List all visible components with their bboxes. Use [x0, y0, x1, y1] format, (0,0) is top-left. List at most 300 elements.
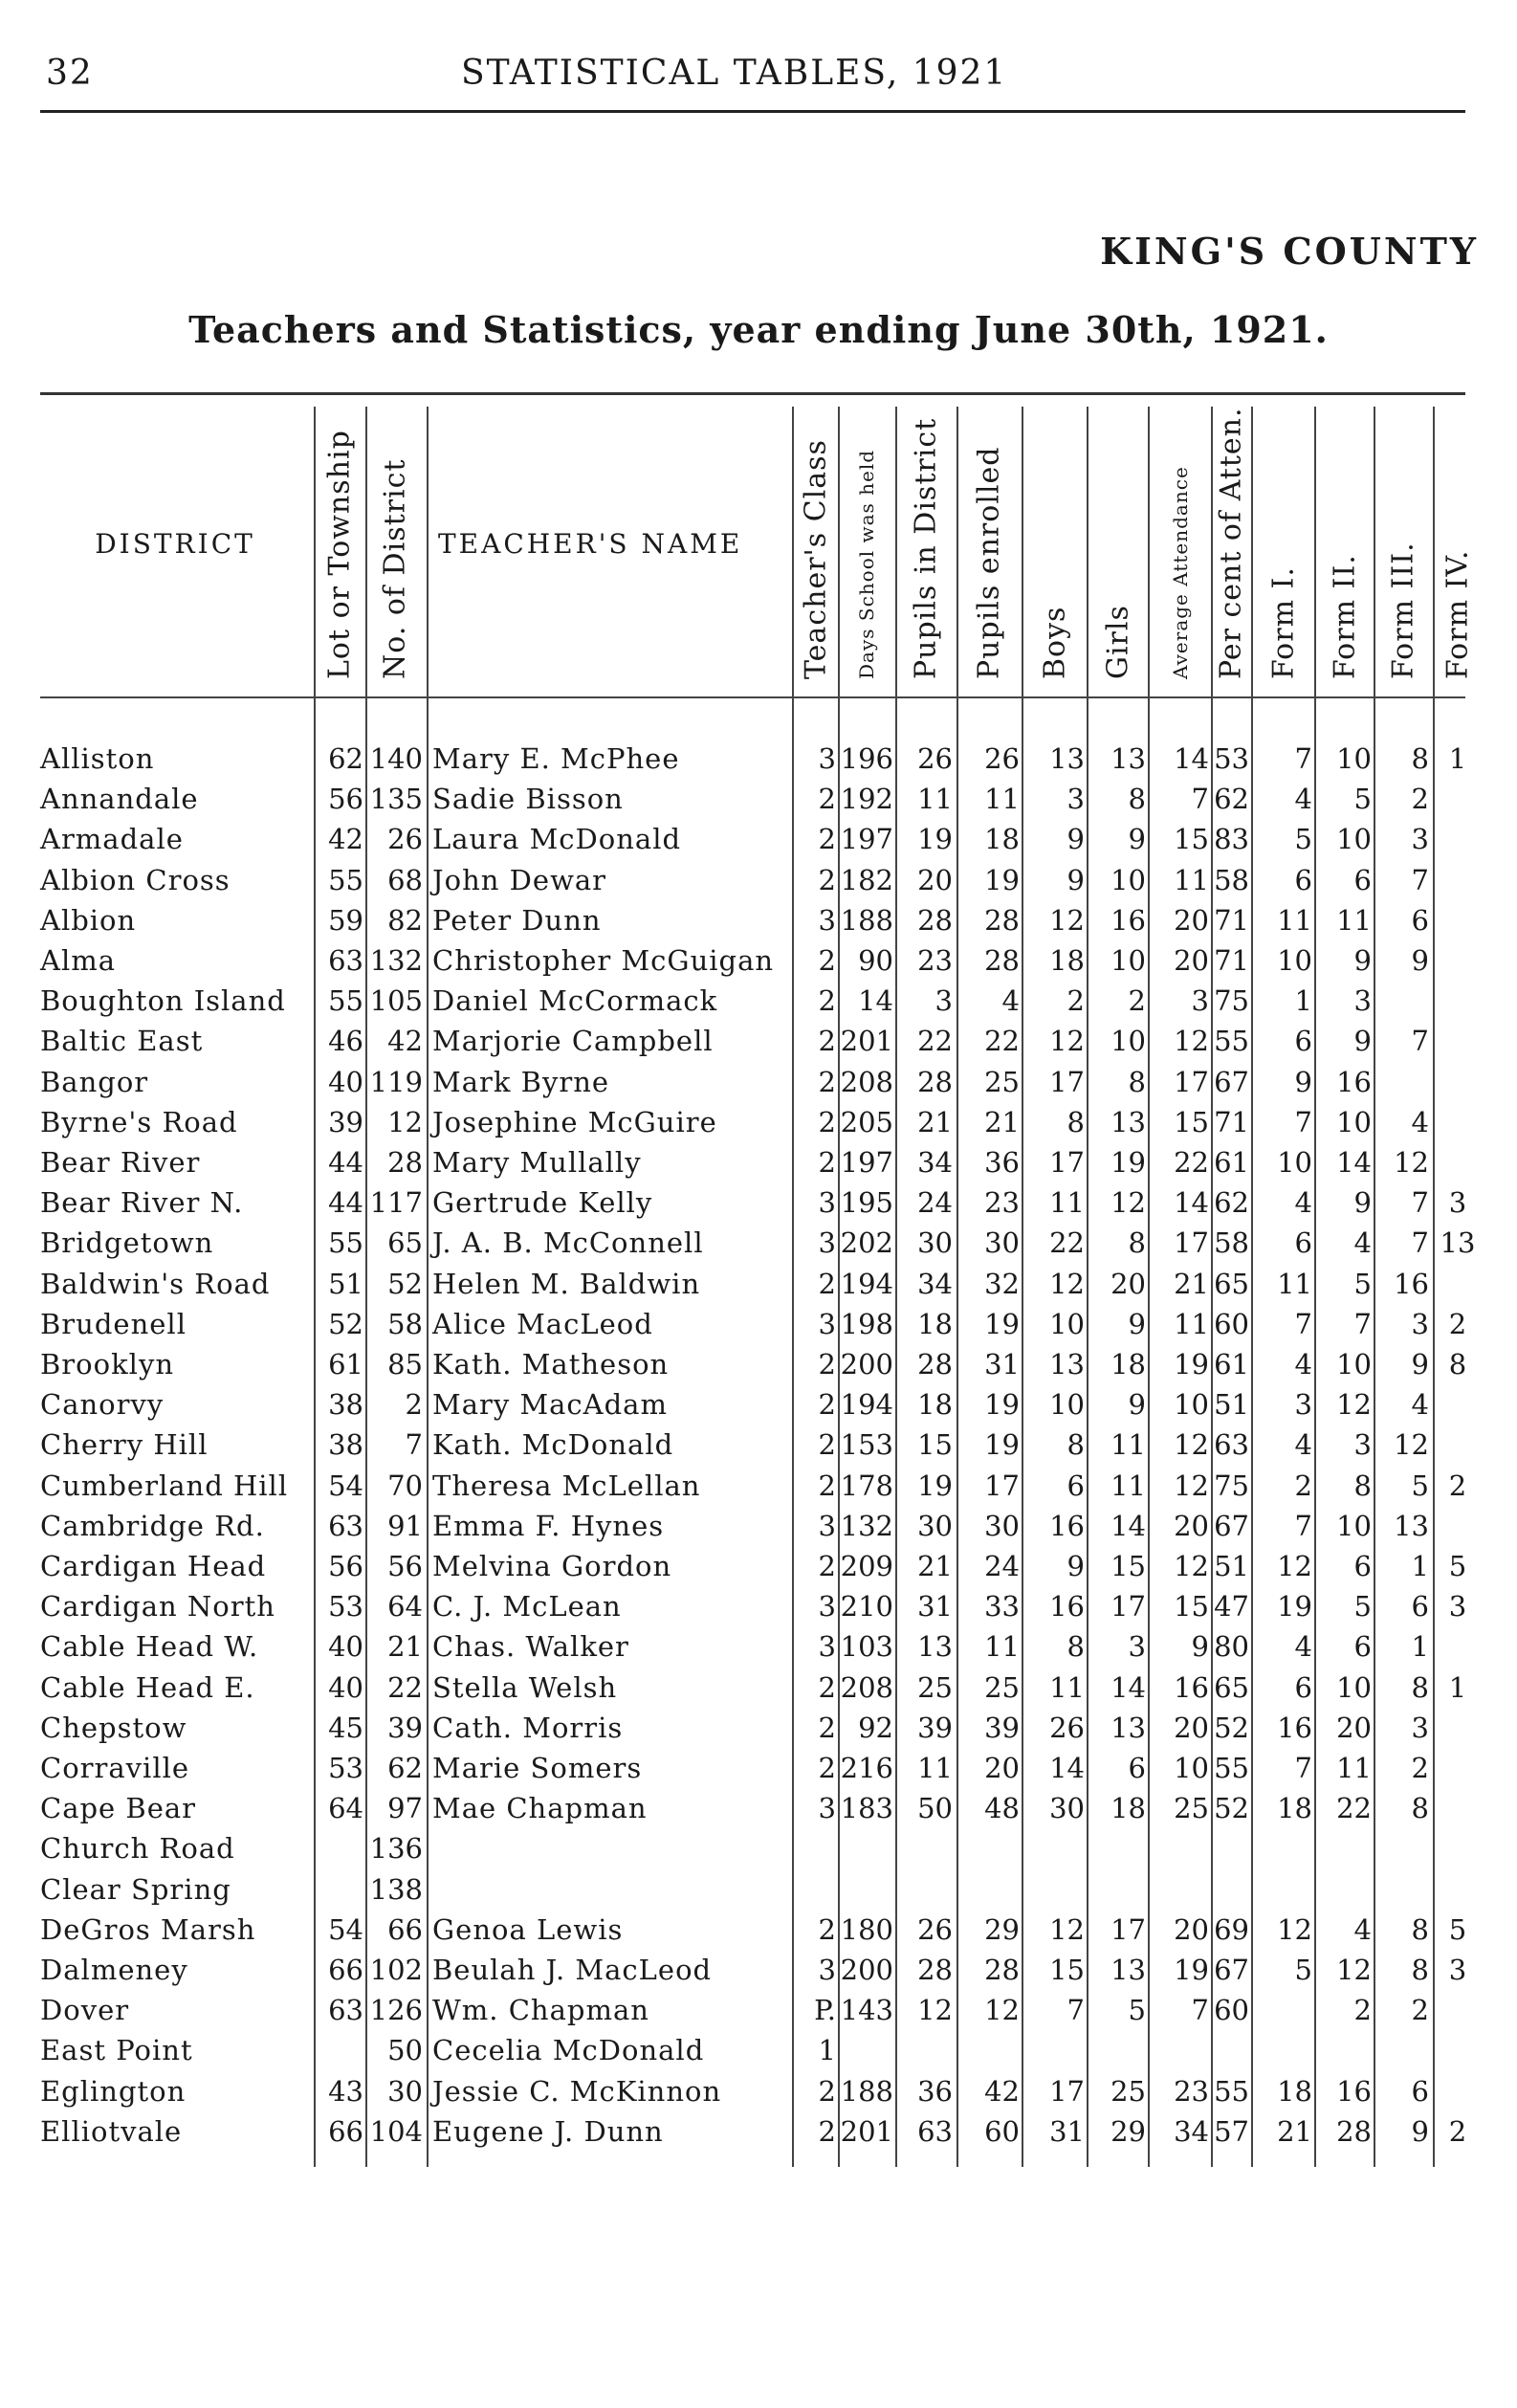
cell-lot: 55 [328, 1226, 363, 1259]
cell-teacher: Wm. Chapman [432, 1994, 649, 2026]
cell-f4: 13 [1440, 1226, 1476, 1259]
cell-enrolled: 19 [984, 1308, 1020, 1340]
cell-f4: 5 [1448, 1913, 1467, 1946]
cell-district: Cardigan North [40, 1590, 275, 1623]
cell-lot: 53 [328, 1752, 363, 1784]
column-header-cls: Teacher's Class [799, 439, 833, 679]
cell-pct: 58 [1214, 1226, 1249, 1259]
cell-f3: 9 [1411, 2115, 1429, 2148]
cell-teacher: Cath. Morris [432, 1712, 624, 1744]
cell-f2: 16 [1336, 2075, 1372, 2108]
cell-f4: 2 [1448, 1469, 1467, 1502]
cell-boys: 6 [1066, 1469, 1085, 1502]
cell-no: 105 [369, 984, 423, 1017]
cell-girls: 10 [1110, 944, 1146, 977]
cell-days: 200 [840, 1348, 893, 1381]
cell-district: East Point [40, 2034, 193, 2066]
table-row [0, 1425, 1517, 1465]
cell-avg: 25 [1174, 1792, 1209, 1824]
cell-no: 12 [387, 1106, 423, 1138]
cell-boys: 15 [1049, 1954, 1085, 1986]
cell-lot: 44 [328, 1146, 363, 1179]
cell-enrolled: 28 [984, 1954, 1020, 1986]
cell-pct [1213, 2030, 1249, 2070]
cell-cls: 2 [818, 783, 836, 815]
column-header-girls: Girls [1101, 605, 1135, 679]
cell-no: 7 [405, 1428, 423, 1461]
cell-f1 [1255, 1828, 1312, 1868]
cell-pupils: 12 [917, 1994, 953, 2026]
cell-boys: 12 [1049, 904, 1085, 937]
cell-pupils: 15 [917, 1428, 953, 1461]
cell-enrolled: 19 [984, 1428, 1020, 1461]
cell-days [840, 1828, 893, 1868]
cell-teacher: Mary E. McPhee [432, 742, 680, 775]
cell-girls: 13 [1110, 1106, 1146, 1138]
cell-teacher: Theresa McLellan [432, 1469, 701, 1502]
cell-teacher: Marie Somers [432, 1752, 643, 1784]
cell-f3: 7 [1411, 864, 1429, 896]
cell-f2: 10 [1336, 1671, 1372, 1704]
cell-boys [1025, 2030, 1085, 2070]
cell-avg: 19 [1174, 1954, 1209, 1986]
cell-f1: 12 [1277, 1913, 1312, 1946]
table-title: Teachers and Statistics, year ending June 30th, 1921. [188, 308, 1329, 351]
cell-no: 21 [387, 1630, 423, 1663]
cell-district: Brooklyn [40, 1348, 175, 1381]
cell-teacher: Jessie C. McKinnon [432, 2075, 722, 2108]
cell-f4 [1435, 1828, 1481, 1868]
cell-f1: 19 [1277, 1590, 1312, 1623]
cell-days: 201 [840, 1025, 893, 1057]
cell-f3 [1377, 1828, 1429, 1868]
cell-lot: 56 [328, 783, 363, 815]
column-header-avg: Average Attendance [1169, 466, 1192, 679]
cell-f1: 11 [1277, 1268, 1312, 1300]
cell-girls: 8 [1128, 1066, 1146, 1098]
cell-cls: 3 [818, 1590, 836, 1623]
cell-girls [1090, 1869, 1146, 1910]
cell-f2: 3 [1353, 1428, 1372, 1461]
cell-enrolled: 28 [984, 944, 1020, 977]
cell-days: 208 [840, 1671, 893, 1704]
cell-girls: 12 [1110, 1186, 1146, 1219]
cell-pupils: 26 [917, 742, 953, 775]
cell-no: 119 [369, 1066, 423, 1098]
cell-f1: 10 [1277, 944, 1312, 977]
table-row [0, 1264, 1517, 1304]
cell-girls: 10 [1110, 1025, 1146, 1057]
cell-girls: 6 [1128, 1752, 1146, 1784]
cell-district: Canorvy [40, 1388, 165, 1421]
cell-girls: 3 [1128, 1630, 1146, 1663]
cell-pupils: 28 [917, 1348, 953, 1381]
cell-f1: 12 [1277, 1550, 1312, 1582]
cell-f3: 4 [1411, 1106, 1429, 1138]
cell-enrolled: 26 [984, 742, 1020, 775]
cell-f4 [1435, 779, 1481, 819]
cell-pupils: 23 [917, 944, 953, 977]
cell-enrolled: 39 [984, 1712, 1020, 1744]
cell-boys: 9 [1066, 864, 1085, 896]
cell-pct: 55 [1214, 2075, 1249, 2108]
cell-girls: 9 [1128, 823, 1146, 855]
cell-cls: 2 [818, 1428, 836, 1461]
cell-days: 195 [840, 1186, 893, 1219]
cell-enrolled: 29 [984, 1913, 1020, 1946]
column-header-f3: Form III. [1386, 541, 1420, 679]
table-row [0, 1546, 1517, 1586]
cell-f4 [1435, 1264, 1481, 1304]
cell-f4: 3 [1448, 1954, 1467, 1986]
cell-pct: 71 [1214, 1106, 1249, 1138]
cell-f4 [1435, 1626, 1481, 1667]
cell-cls: 2 [818, 2115, 836, 2148]
cell-pupils: 11 [917, 783, 953, 815]
cell-enrolled: 21 [984, 1106, 1020, 1138]
cell-f4 [1435, 1990, 1481, 2030]
cell-f1: 7 [1294, 1308, 1312, 1340]
cell-teacher: Peter Dunn [432, 904, 602, 937]
cell-lot: 44 [328, 1186, 363, 1219]
cell-enrolled: 30 [984, 1226, 1020, 1259]
cell-pct: 80 [1214, 1630, 1249, 1663]
cell-f2: 16 [1336, 1066, 1372, 1098]
cell-enrolled: 23 [984, 1186, 1020, 1219]
cell-no: 117 [369, 1186, 423, 1219]
table-row [0, 1626, 1517, 1667]
cell-days: 210 [840, 1590, 893, 1623]
cell-days: 188 [840, 2075, 893, 2108]
cell-teacher: Melvina Gordon [432, 1550, 672, 1582]
cell-no: 62 [387, 1752, 423, 1784]
cell-lot: 40 [328, 1630, 363, 1663]
cell-f2: 10 [1336, 823, 1372, 855]
cell-district: Albion Cross [40, 864, 231, 896]
column-header-days: Days School was held [855, 449, 878, 679]
cell-days: 200 [840, 1954, 893, 1986]
cell-district: Bear River [40, 1146, 201, 1179]
cell-pct: 67 [1214, 1066, 1249, 1098]
cell-pupils: 3 [934, 984, 953, 1017]
cell-enrolled: 22 [984, 1025, 1020, 1057]
cell-lot: 56 [328, 1550, 363, 1582]
cell-cls: 2 [818, 1388, 836, 1421]
cell-f2: 10 [1336, 1106, 1372, 1138]
cell-girls: 16 [1110, 904, 1146, 937]
cell-pupils: 18 [917, 1388, 953, 1421]
cell-lot: 54 [328, 1469, 363, 1502]
cell-no: 135 [369, 783, 423, 815]
cell-avg: 15 [1174, 1590, 1209, 1623]
cell-f3: 2 [1411, 1994, 1429, 2026]
cell-teacher: Beulah J. MacLeod [432, 1954, 713, 1986]
cell-avg: 19 [1174, 1348, 1209, 1381]
table-row [0, 1586, 1517, 1626]
cell-cls [796, 1828, 836, 1868]
cell-no: 42 [387, 1025, 423, 1057]
cell-f3: 6 [1411, 904, 1429, 937]
cell-f2: 7 [1353, 1308, 1372, 1340]
cell-f4 [1435, 940, 1481, 981]
cell-girls: 14 [1110, 1510, 1146, 1542]
cell-f2: 12 [1336, 1954, 1372, 1986]
cell-avg: 20 [1174, 904, 1209, 937]
cell-enrolled: 28 [984, 904, 1020, 937]
cell-boys: 3 [1066, 783, 1085, 815]
cell-lot: 63 [328, 1510, 363, 1542]
cell-girls: 11 [1110, 1428, 1146, 1461]
cell-teacher [432, 1828, 786, 1868]
cell-cls: 3 [818, 904, 836, 937]
cell-f2: 5 [1353, 783, 1372, 815]
cell-teacher: Mary Mullally [432, 1146, 642, 1179]
cell-no: 30 [387, 2075, 423, 2108]
cell-pupils [899, 1869, 953, 1910]
cell-girls: 18 [1110, 1792, 1146, 1824]
cell-pct: 69 [1214, 1913, 1249, 1946]
cell-avg: 14 [1174, 1186, 1209, 1219]
cell-boys: 17 [1049, 1146, 1085, 1179]
cell-cls: 2 [818, 1146, 836, 1179]
cell-avg: 21 [1174, 1268, 1209, 1300]
cell-enrolled: 17 [984, 1469, 1020, 1502]
cell-enrolled: 31 [984, 1348, 1020, 1381]
cell-f1: 6 [1294, 864, 1312, 896]
cell-days: 208 [840, 1066, 893, 1098]
cell-girls: 11 [1110, 1469, 1146, 1502]
cell-f4 [1435, 900, 1481, 940]
cell-enrolled: 19 [984, 1388, 1020, 1421]
cell-pupils: 34 [917, 1268, 953, 1300]
cell-girls: 20 [1110, 1268, 1146, 1300]
cell-f2: 9 [1353, 1186, 1372, 1219]
cell-boys: 14 [1049, 1752, 1085, 1784]
cell-pct: 51 [1214, 1388, 1249, 1421]
cell-f4 [1435, 1788, 1481, 1828]
column-header-district: DISTRICT [95, 528, 255, 560]
column-header-f4: Form IV. [1440, 549, 1475, 679]
cell-cls: 2 [818, 864, 836, 896]
cell-avg: 20 [1174, 944, 1209, 977]
cell-cls: 2 [818, 1712, 836, 1744]
cell-lot: 66 [328, 1954, 363, 1986]
cell-teacher: Cecelia McDonald [432, 2034, 705, 2066]
table-row [0, 2111, 1517, 2152]
cell-cls: 2 [818, 944, 836, 977]
cell-cls: 2 [818, 984, 836, 1017]
cell-f1: 7 [1294, 1510, 1312, 1542]
cell-boys: 26 [1049, 1712, 1085, 1744]
cell-days: 198 [840, 1308, 893, 1340]
cell-teacher: Sadie Bisson [432, 783, 624, 815]
cell-pct: 53 [1214, 742, 1249, 775]
cell-f4 [1435, 1142, 1481, 1182]
table-row [0, 1828, 1517, 1868]
column-header-enrolled: Pupils enrolled [972, 446, 1006, 679]
cell-no: 85 [387, 1348, 423, 1381]
cell-f4: 2 [1448, 2115, 1467, 2148]
cell-enrolled: 24 [984, 1550, 1020, 1582]
cell-cls: 3 [818, 1226, 836, 1259]
cell-pct [1213, 1828, 1249, 1868]
cell-enrolled: 25 [984, 1671, 1020, 1704]
cell-f4: 8 [1448, 1348, 1467, 1381]
cell-lot: 63 [328, 944, 363, 977]
cell-f3 [1377, 1062, 1429, 1102]
table-row [0, 1748, 1517, 1788]
cell-f4: 5 [1448, 1550, 1467, 1582]
cell-pct: 75 [1214, 1469, 1249, 1502]
cell-girls: 15 [1110, 1550, 1146, 1582]
cell-f4 [1435, 1102, 1481, 1142]
cell-enrolled: 32 [984, 1268, 1020, 1300]
cell-pupils: 28 [917, 1954, 953, 1986]
column-header-lot: Lot or Township [322, 430, 357, 679]
cell-f2: 14 [1336, 1146, 1372, 1179]
cell-district: Cable Head E. [40, 1671, 255, 1704]
cell-lot [316, 1869, 363, 1910]
cell-days: 132 [840, 1510, 893, 1542]
cell-cls: 2 [818, 1913, 836, 1946]
cell-avg: 7 [1191, 783, 1209, 815]
cell-days: 14 [858, 984, 893, 1017]
cell-district: Dover [40, 1994, 130, 2026]
cell-f3: 2 [1411, 783, 1429, 815]
cell-f1: 6 [1294, 1226, 1312, 1259]
cell-avg: 15 [1174, 823, 1209, 855]
cell-pupils: 30 [917, 1510, 953, 1542]
cell-no: 28 [387, 1146, 423, 1179]
cell-days [840, 2030, 893, 2070]
cell-lot: 38 [328, 1428, 363, 1461]
cell-avg: 11 [1174, 864, 1209, 896]
cell-cls: 3 [818, 1510, 836, 1542]
cell-pupils: 21 [917, 1106, 953, 1138]
cell-avg: 20 [1174, 1510, 1209, 1542]
cell-pct: 47 [1214, 1590, 1249, 1623]
table-row [0, 1021, 1517, 1061]
cell-pct: 52 [1214, 1792, 1249, 1824]
cell-lot: 63 [328, 1994, 363, 2026]
cell-pupils: 18 [917, 1308, 953, 1340]
cell-f1: 18 [1277, 2075, 1312, 2108]
cell-f4 [1435, 819, 1481, 859]
cell-pct: 71 [1214, 944, 1249, 977]
cell-cls: 3 [818, 1186, 836, 1219]
cell-pct: 51 [1214, 1550, 1249, 1582]
cell-days: 143 [840, 1994, 893, 2026]
cell-pct: 58 [1214, 864, 1249, 896]
cell-boys: 8 [1066, 1106, 1085, 1138]
cell-lot: 53 [328, 1590, 363, 1623]
table-row [0, 1910, 1517, 1950]
cell-avg: 12 [1174, 1550, 1209, 1582]
cell-teacher: Chas. Walker [432, 1630, 629, 1663]
cell-f2: 28 [1336, 2115, 1372, 2148]
cell-f2: 6 [1353, 1630, 1372, 1663]
cell-district: Corraville [40, 1752, 190, 1784]
cell-teacher: Gertrude Kelly [432, 1186, 653, 1219]
cell-f2: 10 [1336, 1510, 1372, 1542]
column-header-f1: Form I. [1266, 566, 1301, 679]
cell-enrolled [958, 2030, 1020, 2070]
cell-pupils: 39 [917, 1712, 953, 1744]
cell-f2: 9 [1353, 1025, 1372, 1057]
cell-f1: 18 [1277, 1792, 1312, 1824]
cell-f1: 11 [1277, 904, 1312, 937]
cell-days: 202 [840, 1226, 893, 1259]
cell-f3: 12 [1394, 1146, 1429, 1179]
cell-teacher: Mark Byrne [432, 1066, 610, 1098]
cell-enrolled [958, 1828, 1020, 1868]
cell-pupils: 28 [917, 904, 953, 937]
cell-avg: 3 [1191, 984, 1209, 1017]
cell-avg: 16 [1174, 1671, 1209, 1704]
column-header-pct: Per cent of Atten. [1214, 407, 1248, 679]
cell-f4 [1435, 1708, 1481, 1748]
cell-f1: 3 [1294, 1388, 1312, 1421]
cell-pct [1213, 1869, 1249, 1910]
cell-girls: 17 [1110, 1590, 1146, 1623]
cell-no: 97 [387, 1792, 423, 1824]
cell-f2: 11 [1336, 904, 1372, 937]
cell-f4 [1435, 1384, 1481, 1425]
cell-teacher: Alice MacLeod [432, 1308, 653, 1340]
cell-f2: 5 [1353, 1590, 1372, 1623]
table-row [0, 1869, 1517, 1910]
cell-avg: 12 [1174, 1025, 1209, 1057]
cell-f3: 8 [1411, 1954, 1429, 1986]
cell-lot: 39 [328, 1106, 363, 1138]
table-row [0, 1062, 1517, 1102]
cell-teacher: C. J. McLean [432, 1590, 622, 1623]
cell-cls: 2 [818, 1066, 836, 1098]
table-row [0, 1466, 1517, 1506]
cell-f4 [1435, 860, 1481, 900]
column-header-no: No. of District [378, 458, 412, 679]
cell-enrolled: 19 [984, 864, 1020, 896]
cell-no: 50 [387, 2034, 423, 2066]
cell-teacher: Daniel McCormack [432, 984, 718, 1017]
cell-no: 22 [387, 1671, 423, 1704]
cell-district: Cardigan Head [40, 1550, 267, 1582]
cell-boys: 8 [1066, 1630, 1085, 1663]
cell-cls: 2 [818, 1106, 836, 1138]
cell-f4 [1435, 1062, 1481, 1102]
cell-boys: 13 [1049, 742, 1085, 775]
cell-pct: 55 [1214, 1752, 1249, 1784]
cell-days: 194 [840, 1388, 893, 1421]
cell-f3: 6 [1411, 2075, 1429, 2108]
cell-f2: 5 [1353, 1268, 1372, 1300]
page-number: 32 [46, 54, 94, 93]
cell-f1: 7 [1294, 1752, 1312, 1784]
cell-boys: 9 [1066, 1550, 1085, 1582]
cell-f3 [1377, 2030, 1429, 2070]
cell-teacher: J. A. B. McConnell [432, 1226, 704, 1259]
column-header-pupils: Pupils in District [909, 417, 943, 679]
cell-enrolled: 42 [984, 2075, 1020, 2108]
cell-girls [1090, 1828, 1146, 1868]
cell-f1: 4 [1294, 1630, 1312, 1663]
cell-no: 58 [387, 1308, 423, 1340]
cell-girls: 8 [1128, 783, 1146, 815]
cell-f1: 2 [1294, 1469, 1312, 1502]
cell-enrolled: 12 [984, 1994, 1020, 2026]
cell-pct: 67 [1214, 1510, 1249, 1542]
cell-district: Chepstow [40, 1712, 187, 1744]
